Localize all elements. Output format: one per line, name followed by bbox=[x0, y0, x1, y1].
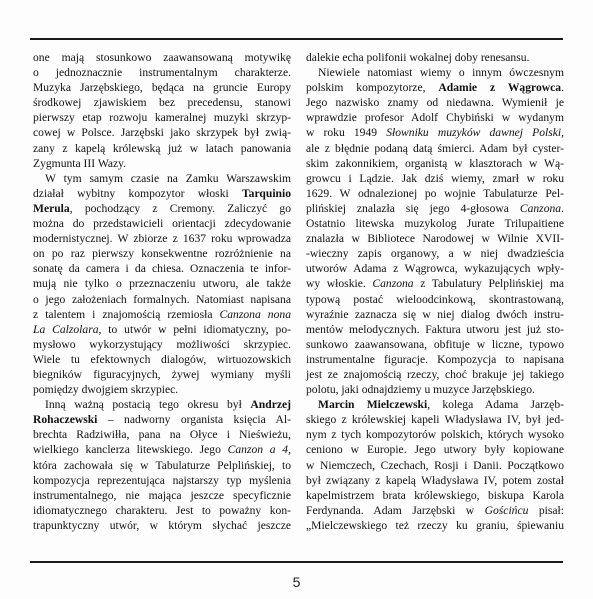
text-run: z Tabulatury Pelplińskiej ma bbox=[413, 277, 564, 291]
text-run: z talentem i znajomością rzemiosła bbox=[33, 307, 220, 321]
text-run: dalekie echa polifonii wokalnej doby renesansu. bbox=[306, 51, 530, 64]
text-run: plińskiej znalazła się jego 4-głosowa bbox=[306, 201, 520, 215]
text-run: sunkowo zaawansowana, obfituje w liczne, typowo bbox=[306, 337, 564, 351]
text-line bbox=[33, 156, 291, 171]
text-run: wyraźnie zaznacza się w niej dialog dwóch instru- bbox=[306, 307, 564, 321]
text-run: growcu i Lądzie. Jak dziś wiemy, zmarł w roku bbox=[306, 171, 564, 185]
text-line bbox=[33, 246, 291, 261]
text-line bbox=[33, 488, 291, 503]
text-line bbox=[33, 125, 291, 140]
text-run: o jego założeniach formalnych. Natomiast napisana bbox=[33, 292, 291, 306]
text-run: Ferdynanda. Adam Jarzębski w bbox=[306, 503, 485, 517]
page-number: 5 bbox=[292, 574, 301, 590]
text-run: brechta Radziwiłła, pana na Ołyce i Nieświeżu, bbox=[33, 428, 291, 442]
text-line bbox=[306, 382, 564, 397]
text-line bbox=[33, 367, 291, 382]
bold-name: Merula bbox=[33, 201, 70, 215]
left-text-column bbox=[33, 50, 291, 533]
text-run: kapelmistrzem brata królewskiego, biskupa Karola bbox=[306, 488, 564, 502]
text-run: o jednoznacznie instrumentalnym charakterze. bbox=[33, 66, 291, 80]
text-run: „Mielczewskiego też rzeczy ku graniu, śpiewaniu bbox=[306, 518, 564, 532]
text-line bbox=[33, 352, 291, 367]
text-run: idiomatycznego charakteru. Jest to poważny kon- bbox=[33, 503, 291, 517]
text-run: polskim kompozytorze, bbox=[306, 81, 439, 95]
text-line bbox=[306, 186, 564, 201]
text-line bbox=[33, 503, 291, 518]
text-line bbox=[306, 458, 564, 473]
italic-title: Słowniku muzyków dawnej Polski, bbox=[386, 126, 564, 140]
text-run: instrumentalne figuracje. Kompozycja to napisana bbox=[306, 352, 564, 366]
text-line bbox=[33, 186, 291, 201]
text-line bbox=[33, 292, 291, 307]
text-line bbox=[306, 95, 564, 110]
text-run: w Niemczech, Czechach, Rosji i Danii. Początkowo bbox=[306, 458, 564, 472]
text-line bbox=[306, 65, 564, 80]
text-run: wprawdzie profesor Adolf Chybiński w wydanym bbox=[306, 111, 564, 125]
text-line bbox=[306, 503, 564, 518]
text-run: kompozycja reprezentująca najstarszy typ myślenia bbox=[33, 473, 291, 487]
text-line bbox=[33, 50, 291, 65]
text-line bbox=[33, 473, 291, 488]
right-text-column bbox=[306, 50, 564, 533]
text-run: ceniono w Europie. Jego utwory były kopiowane bbox=[306, 443, 564, 457]
text-run: pisał: bbox=[528, 503, 564, 517]
text-run: on po raz pierwszy konsekwentne rozróżnienie na bbox=[33, 247, 291, 261]
italic-title: Canzon a 4, bbox=[227, 443, 291, 457]
text-run: one mają stosunkowo zaawansowaną motywikę bbox=[33, 51, 291, 64]
italic-title: Canzona bbox=[519, 201, 562, 215]
text-run: . bbox=[561, 81, 564, 95]
text-line bbox=[306, 261, 564, 276]
text-line bbox=[33, 80, 291, 95]
text-line bbox=[33, 231, 291, 246]
text-run: Jego nazwisko znamy od niedawna. Wymienił je bbox=[306, 96, 564, 110]
text-line bbox=[33, 442, 291, 457]
text-run: biegników figuracyjnych, żywej wymiany myśli bbox=[33, 367, 291, 381]
text-run: Niewiele natomiast wiemy o innym ówczesnym bbox=[318, 66, 564, 80]
text-run: wielkiego kanclerza litewskiego. Jego bbox=[33, 443, 228, 457]
text-line bbox=[33, 412, 291, 427]
text-line bbox=[33, 337, 291, 352]
text-line bbox=[306, 473, 564, 488]
text-run: typową postać wieloodcinkową, skontrastowaną, bbox=[306, 292, 564, 306]
text-line bbox=[306, 322, 564, 337]
text-run: . bbox=[561, 201, 564, 215]
text-run: sonatę da camera i da chiesa. Oznaczenia te infor- bbox=[33, 262, 291, 276]
text-run: Inną ważną postacią tego okresu był bbox=[45, 398, 251, 412]
text-run: skiego z królewskiej kapeli Władysława IV, był jed- bbox=[306, 413, 564, 427]
text-run: ale z błędnie podaną datą śmierci. Adam był cyster- bbox=[306, 141, 564, 155]
text-run: skim zakonnikiem, organistą w klasztorach w Wą- bbox=[306, 156, 564, 170]
text-line bbox=[306, 80, 564, 95]
text-run: można do przedstawicieli orientacji zdecydowanie bbox=[33, 217, 291, 231]
text-line bbox=[306, 518, 564, 533]
text-line bbox=[33, 65, 291, 80]
text-line bbox=[306, 337, 564, 352]
text-line bbox=[306, 352, 564, 367]
text-run: pomiędzy dwojgiem skrzypiec. bbox=[33, 383, 179, 397]
bold-name: Andrzej bbox=[250, 398, 291, 412]
text-run: jest ze znajomością rzeczy, choć brakuje jej takiego bbox=[306, 367, 564, 381]
text-run: mentów melodycznych. Faktura utworu jest już sto- bbox=[306, 322, 564, 336]
text-run: był związany z kapelą Władysława IV, potem został bbox=[306, 473, 564, 487]
text-line bbox=[306, 367, 564, 382]
text-run: zany z kapelą królewską już w latach panowania bbox=[33, 141, 291, 155]
text-run: – nadworny organista księcia Al- bbox=[97, 413, 291, 427]
text-line bbox=[306, 412, 564, 427]
text-run: cowej w Polsce. Jarzębski jako skrzypek był zwią- bbox=[33, 126, 291, 140]
text-run: instrumentalnego, nie mająca jeszcze specyficznie bbox=[33, 488, 291, 502]
italic-title: La Calzolara bbox=[33, 322, 99, 336]
text-line bbox=[306, 50, 564, 65]
text-line bbox=[306, 125, 564, 140]
text-run: 1629. W odnalezionej po wojnie Tabulaturze Pel- bbox=[306, 186, 564, 200]
bold-name: Marcin Mielczewski bbox=[318, 398, 428, 412]
text-line bbox=[33, 518, 291, 533]
bold-name: Adamie z Wągrowca bbox=[438, 81, 562, 95]
text-run: pierwszy etap rozwoju kameralnej muzyki skrzyp- bbox=[33, 111, 291, 125]
text-line bbox=[306, 307, 564, 322]
text-line bbox=[33, 322, 291, 337]
text-line bbox=[306, 156, 564, 171]
text-line bbox=[306, 110, 564, 125]
text-line bbox=[33, 216, 291, 231]
text-line bbox=[33, 382, 291, 397]
bold-name: Rohaczewski bbox=[33, 413, 98, 427]
text-run: W tym samym czasie na Zamku Warszawskim bbox=[45, 171, 291, 185]
text-line bbox=[306, 442, 564, 457]
text-line bbox=[33, 201, 291, 216]
text-run: nym z tych kompozytorów polskich, których wysoko bbox=[306, 428, 564, 442]
text-run: modernistycznej. W zbiorze z 1637 roku wprowadza bbox=[33, 232, 291, 246]
text-run: znalazła w Bibliotece Narodowej w Wilnie XVII- bbox=[306, 232, 564, 246]
bold-name: Tarquinio bbox=[242, 186, 291, 200]
text-line bbox=[33, 276, 291, 291]
text-run: , kolega Adama Jarzęb- bbox=[427, 398, 564, 412]
text-line bbox=[33, 458, 291, 473]
bottom-rule bbox=[30, 561, 563, 563]
text-line bbox=[33, 397, 291, 412]
text-line bbox=[306, 201, 564, 216]
text-line bbox=[33, 307, 291, 322]
text-line bbox=[306, 141, 564, 156]
text-run: środkowej zjawiskiem bez precedensu, stanowi bbox=[33, 96, 291, 110]
italic-title: Canzona nona bbox=[219, 307, 291, 321]
text-run: która zachowała się w Tabulaturze Pelplińskiej, to bbox=[33, 458, 291, 472]
top-rule bbox=[30, 38, 563, 40]
text-run: utworów Adama z Wągrowca, wykazujących wpły- bbox=[306, 262, 564, 276]
text-line bbox=[306, 246, 564, 261]
text-line bbox=[33, 171, 291, 186]
italic-title: Gościńcu bbox=[484, 503, 529, 517]
text-run: w roku 1949 bbox=[306, 126, 387, 140]
text-line bbox=[33, 141, 291, 156]
text-run: -wieczny zapis organowy, a w niej dwadzieścia bbox=[306, 247, 564, 261]
text-line bbox=[306, 427, 564, 442]
text-line bbox=[306, 231, 564, 246]
text-line bbox=[306, 171, 564, 186]
text-run: Zygmunta III Wazy. bbox=[33, 156, 127, 170]
text-line bbox=[33, 95, 291, 110]
text-line bbox=[306, 292, 564, 307]
text-run: mują nie tylko o przeznaczeniu utworu, ale także bbox=[33, 277, 291, 291]
text-line bbox=[306, 276, 564, 291]
text-line bbox=[306, 397, 564, 412]
text-run: Muzyka Jarzębskiego, będąca na gruncie Europy bbox=[33, 81, 291, 95]
text-line bbox=[306, 488, 564, 503]
text-run: trapunktyczny utwór, w którym słychać jeszcze bbox=[33, 518, 291, 532]
text-run: działał wybitny kompozytor włoski bbox=[33, 186, 243, 200]
text-run: mysłowo wykorzystujący możliwości skrzypiec. bbox=[33, 337, 291, 351]
text-run: polotu, jaki odnajdziemy u muzyce Jarzębskiego. bbox=[306, 383, 535, 397]
text-run: , to utwór w pełni idiomatyczny, po- bbox=[98, 322, 291, 336]
text-run: , pochodzący z Cremony. Zaliczyć go bbox=[69, 201, 291, 215]
text-run: wy włoskie. bbox=[306, 277, 373, 291]
text-line bbox=[33, 261, 291, 276]
text-run: Ostatnio litewska muzykolog Jurate Trilupaitiene bbox=[306, 217, 564, 231]
italic-title: Canzona bbox=[372, 277, 414, 291]
text-line bbox=[306, 216, 564, 231]
text-run: Wiele tu efektownych dialogów, wirtuozowskich bbox=[33, 352, 291, 366]
text-line bbox=[33, 110, 291, 125]
text-line bbox=[33, 427, 291, 442]
